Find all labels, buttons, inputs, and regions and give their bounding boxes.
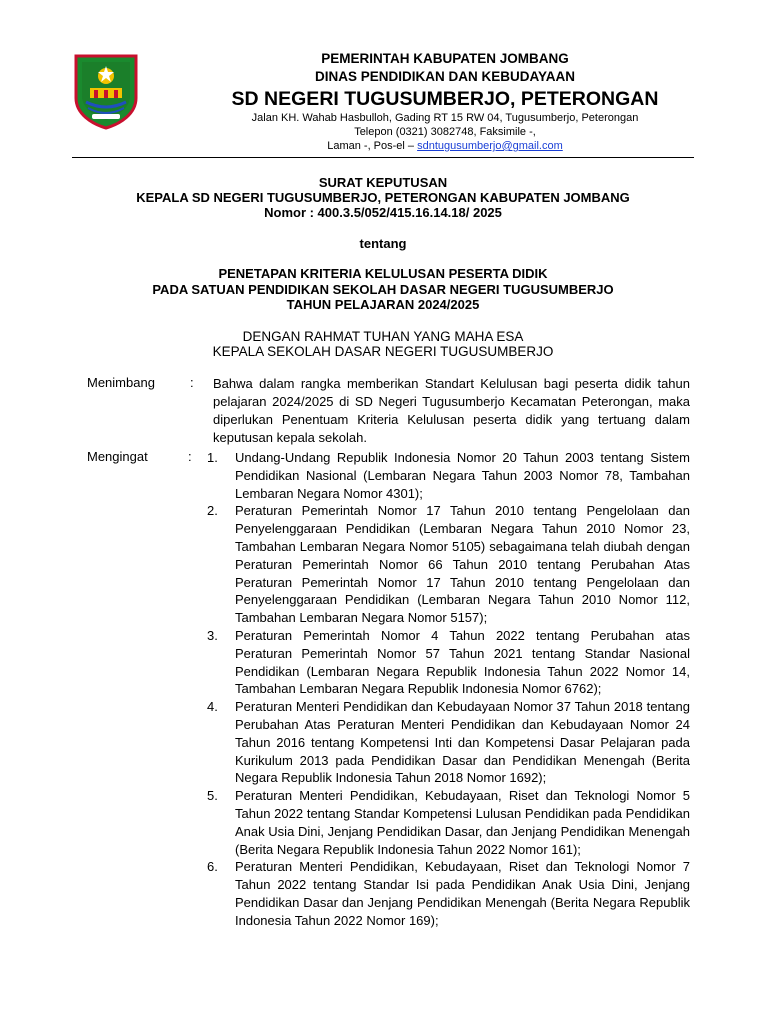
list-item-text: Peraturan Menteri Pendidikan, Kebudayaan, Riset dan Teknologi Nomor 5 Tahun 2022 tentang Standar Kompetensi Lulusan Pendidikan pada Pendidikan Anak Usia Dini, Jenjang Pendidikan Dasar, dan Jenjang Pendidikan Menengah (Berita Negara Republik Indonesia Tahun 2022 Nomor 161); xyxy=(235,788,690,857)
list-item xyxy=(207,858,690,929)
school-phone: Telepon (0321) 3082748, Faksimile -, xyxy=(354,126,536,138)
list-item-text: Peraturan Menteri Pendidikan, Kebudayaan, Riset dan Teknologi Nomor 7 Tahun 2022 tentang Standar Isi pada Pendidikan Anak Usia Dini, Jenjang Pendidikan Dasar dan Jenjang Pendidikan Menengah (Berita Negara Republik Indonesia Tahun 2022 Nomor 169); xyxy=(235,859,690,928)
school-name: SD NEGERI TUGUSUMBERJO, PETERONGAN xyxy=(231,88,659,110)
list-item xyxy=(207,449,690,502)
list-item xyxy=(207,698,690,787)
list-item-number: 2. xyxy=(207,503,218,519)
school-address: Jalan KH. Wahab Hasbulloh, Gading RT 15 RW 04, Tugusumberjo, Peterongan xyxy=(251,112,639,124)
department-name: DINAS PENDIDIKAN DAN KEBUDAYAAN xyxy=(314,69,576,84)
subject-line-3: TAHUN PELAJARAN 2024/2025 xyxy=(286,297,480,312)
blessing-line-2: KEPALA SEKOLAH DASAR NEGERI TUGUSUMBERJO xyxy=(212,344,554,359)
list-item xyxy=(207,787,690,858)
letterhead xyxy=(180,50,710,153)
decree-number: Nomor : 400.3.5/052/415.16.14.18/ 2025 xyxy=(264,205,502,220)
email-link[interactable]: sdntugusumberjo@gmail.com xyxy=(417,140,563,152)
list-item-text: Undang-Undang Republik Indonesia Nomor 20 Tahun 2003 tentang Sistem Pendidikan Nasional (Lembaran Negara Tahun 2003 Nomor 78, Tambahan Lembaran Negara Nomor 4301); xyxy=(235,450,690,501)
decree-about: tentang xyxy=(359,236,407,251)
mengingat-section xyxy=(87,449,690,930)
menimbang-label: Menimbang xyxy=(87,375,155,390)
list-item-number: 4. xyxy=(207,699,218,715)
web-prefix: Laman -, Pos-el – xyxy=(327,140,418,152)
list-item-text: Peraturan Pemerintah Nomor 17 Tahun 2010 tentang Pengelolaan dan Penyelenggaraan Pendidikan (Lembaran Negara Tahun 2010 Nomor 23, Tambahan Lembaran Negara Nomor 5105) sebagaimana telah diubah dengan Peraturan Pemerintah Nomor 66 Tahun 2010 tentang Perubahan Atas Peraturan Pemerintah Nomor 17 Tahun 2010 tentang Pengelolaan dan Penyelenggaraan Pendidikan (Lembaran Negara Tahun 2010 Nomor 112, Tambahan Lembaran Negara Nomor 5157); xyxy=(235,503,690,626)
subject-line-2: PADA SATUAN PENDIDIKAN SEKOLAH DASAR NEGERI TUGUSUMBERJO xyxy=(152,282,614,297)
letterhead-divider xyxy=(72,157,694,158)
list-item-number: 5. xyxy=(207,788,218,804)
list-item-text: Peraturan Pemerintah Nomor 4 Tahun 2022 tentang Perubahan atas Peraturan Pemerintah Nomor 57 Tahun 2021 tentang Standar Nasional Pendidikan (Lembaran Negara Republik Indonesia Tahun 2022 Nomor 14, Tambahan Lembaran Negara Republik Indonesia Nomor 6762); xyxy=(235,627,690,697)
mengingat-colon: : xyxy=(188,449,192,464)
list-item-text: Peraturan Menteri Pendidikan dan Kebudayaan Nomor 37 Tahun 2018 tentang Perubahan Atas Peraturan Menteri Pendidikan dan Kebudayaan Nomor 24 Tahun 2016 tentang Kompetensi Inti dan Kompetensi Dasar Pelajaran pada Kurikulum 2013 pada Pendidikan Dasar dan Pendidikan Menengah (Berita Negara Republik Indonesia Tahun 2018 Nomor 1692); xyxy=(235,699,690,786)
list-item xyxy=(207,502,690,627)
decree-issuer: KEPALA SD NEGERI TUGUSUMBERJO, PETERONGAN KABUPATEN JOMBANG xyxy=(136,190,630,205)
list-item-number: 6. xyxy=(207,859,218,875)
government-name: PEMERINTAH KABUPATEN JOMBANG xyxy=(321,51,569,66)
list-item-number: 1. xyxy=(207,450,218,465)
menimbang-section xyxy=(87,375,690,447)
school-web-email xyxy=(180,139,710,153)
list-item xyxy=(207,627,690,698)
decree-body xyxy=(87,375,690,930)
menimbang-colon: : xyxy=(190,375,194,390)
jombang-regency-emblem-icon xyxy=(72,52,140,130)
decree-title: SURAT KEPUTUSAN xyxy=(318,175,448,190)
mengingat-label: Mengingat xyxy=(87,449,148,464)
list-item-number: 3. xyxy=(207,627,218,643)
blessing-line-1: DENGAN RAHMAT TUHAN YANG MAHA ESA xyxy=(242,329,524,344)
menimbang-text: Bahwa dalam rangka memberikan Standart Kelulusan bagi peserta didik tahun pelajaran 2024/2025 di SD Negeri Tugusumberjo Kecamatan Peterongan, maka diperlukan Penentuam Kriteria Kelulusan peserta didik yang tertuang dalam keputusan kepala sekolah. xyxy=(213,376,690,445)
subject-line-1: PENETAPAN KRITERIA KELULUSAN PESERTA DIDIK xyxy=(218,266,548,281)
